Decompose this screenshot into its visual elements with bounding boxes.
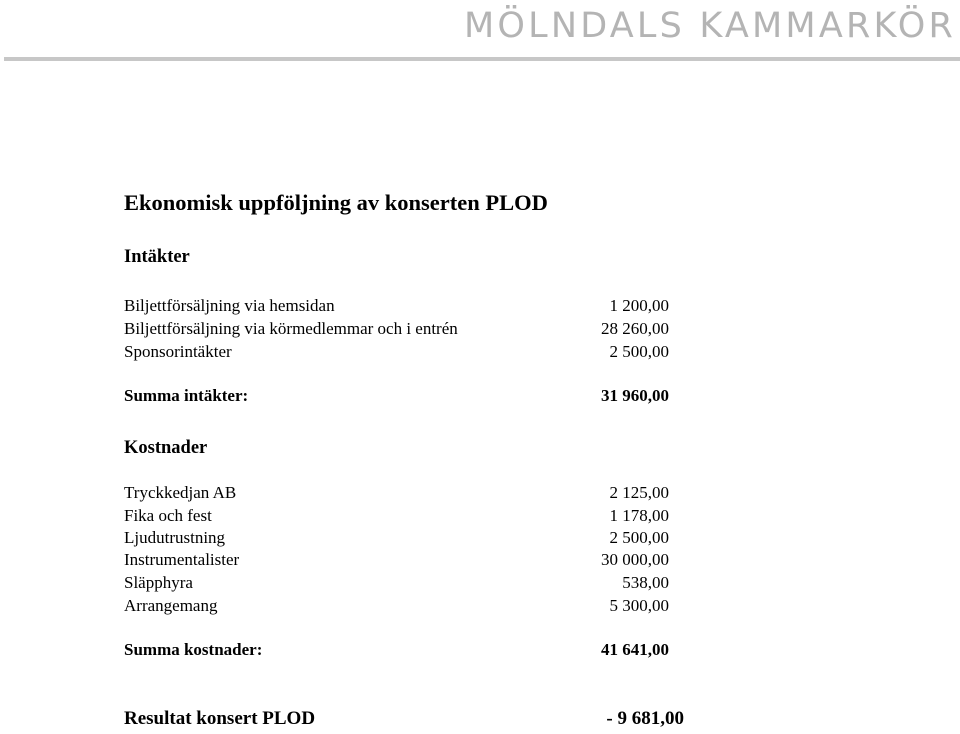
cost-item-label: Arrangemang [124, 596, 218, 615]
cost-item-amount: 2 125,00 [609, 483, 669, 502]
income-row [124, 341, 669, 363]
cost-item-label: Instrumentalister [124, 550, 240, 569]
cost-row [124, 505, 669, 527]
costs-total-row [124, 639, 669, 661]
costs-total-label: Summa kostnader: [124, 640, 263, 659]
cost-row [124, 572, 669, 594]
letterhead [0, 0, 960, 64]
income-item-label: Biljettförsäljning via körmedlemmar och i entrén [124, 319, 458, 338]
result-row [124, 706, 684, 732]
report-title: Ekonomisk uppföljning av konserten PLOD [124, 190, 548, 215]
income-row [124, 318, 669, 340]
income-total-amount: 31 960,00 [601, 386, 669, 405]
costs-total-amount: 41 641,00 [601, 640, 669, 659]
income-item-amount: 1 200,00 [609, 296, 669, 315]
cost-item-label: Tryckkedjan AB [124, 483, 237, 502]
letterhead-divider [4, 57, 960, 61]
income-item-label: Sponsorintäkter [124, 342, 232, 361]
cost-item-amount: 1 178,00 [609, 506, 669, 525]
cost-row [124, 482, 669, 504]
cost-row [124, 595, 669, 617]
income-item-amount: 28 260,00 [601, 319, 669, 338]
result-amount: - 9 681,00 [606, 708, 684, 729]
income-total-label: Summa intäkter: [124, 386, 249, 405]
cost-row [124, 549, 669, 571]
income-item-label: Biljettförsäljning via hemsidan [124, 296, 335, 315]
cost-item-label: Släpphyra [124, 573, 193, 592]
cost-row [124, 527, 669, 549]
choir-logo-text: MÖLNDALS KAMMARKÖR [464, 6, 956, 46]
income-total-row [124, 385, 669, 407]
cost-item-amount: 5 300,00 [609, 596, 669, 615]
cost-item-amount: 30 000,00 [601, 550, 669, 569]
cost-item-amount: 2 500,00 [609, 528, 669, 547]
costs-heading: Kostnader [124, 438, 208, 458]
result-label: Resultat konsert PLOD [124, 708, 316, 729]
cost-item-label: Ljudutrustning [124, 528, 226, 547]
income-item-amount: 2 500,00 [609, 342, 669, 361]
cost-item-label: Fika och fest [124, 506, 212, 525]
income-row [124, 295, 669, 317]
income-heading: Intäkter [124, 247, 190, 267]
cost-item-amount: 538,00 [622, 573, 669, 592]
